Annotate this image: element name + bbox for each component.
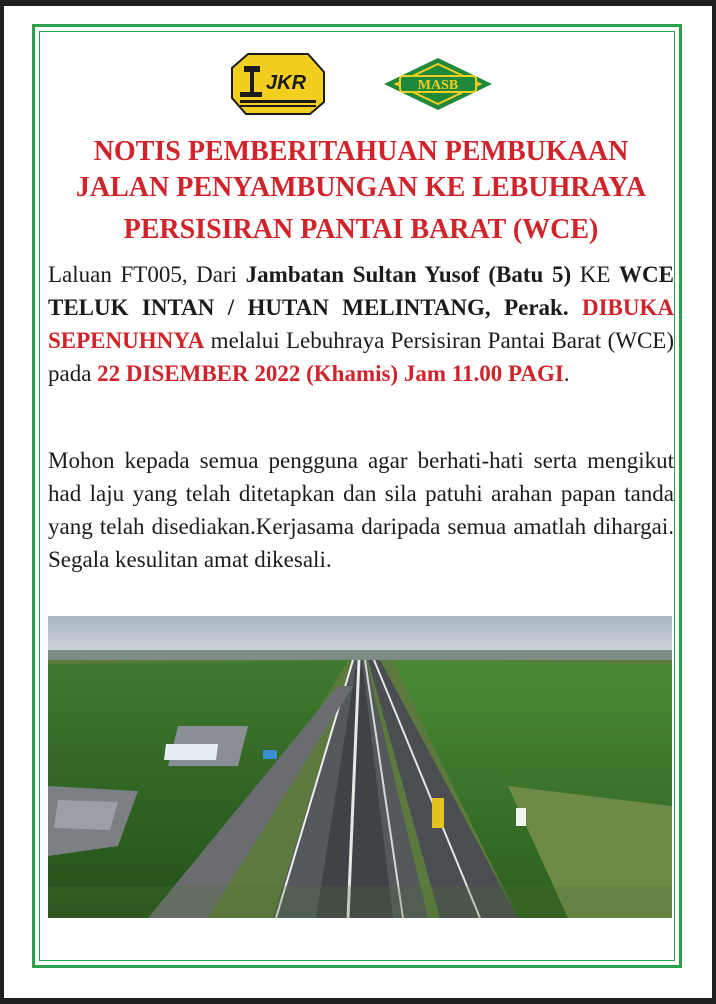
route-to: WCE TELUK INTAN / HUTAN MELINTANG, Perak. bbox=[48, 262, 674, 320]
jkr-logo-text: JKR bbox=[266, 72, 307, 94]
notice-title-line-3: PERSISIRAN PANTAI BARAT (WCE) bbox=[123, 214, 599, 245]
opened-date: 22 DISEMBER 2022 (Khamis) Jam 11.00 PAGI bbox=[97, 361, 564, 386]
logo-row bbox=[0, 52, 716, 122]
masb-logo-text: MASB bbox=[417, 78, 459, 93]
route-paragraph bbox=[48, 258, 674, 390]
route-from: Jambatan Sultan Yusof (Batu 5) bbox=[245, 262, 572, 287]
advice-paragraph: Mohon kepada semua pengguna agar berhati-hati serta mengikut had laju yang telah ditetapkan dan sila patuhi arahan papan tanda yang telah disediakan.Kerjasama daripada semua amatlah dihargai. Segala kesulitan amat dikesali. bbox=[48, 448, 674, 572]
notice-title-line-1: NOTIS PEMBERITAHUAN PEMBUKAAN bbox=[93, 136, 629, 167]
opened-status: DIBUKA SEPENUHNYA bbox=[48, 295, 674, 353]
opened-end: . bbox=[563, 361, 570, 386]
highway-aerial-photo bbox=[48, 616, 672, 918]
notice-title-line-2: JALAN PENYAMBUNGAN KE LEBUHRAYA bbox=[75, 172, 647, 203]
route-prefix: Laluan FT005, Dari bbox=[48, 262, 246, 287]
jkr-logo bbox=[230, 52, 326, 116]
opened-via: melalui Lebuhraya Persisiran Pantai Barat (WCE) pada bbox=[48, 328, 674, 386]
masb-logo bbox=[380, 56, 496, 112]
route-to-word: KE bbox=[571, 262, 620, 287]
